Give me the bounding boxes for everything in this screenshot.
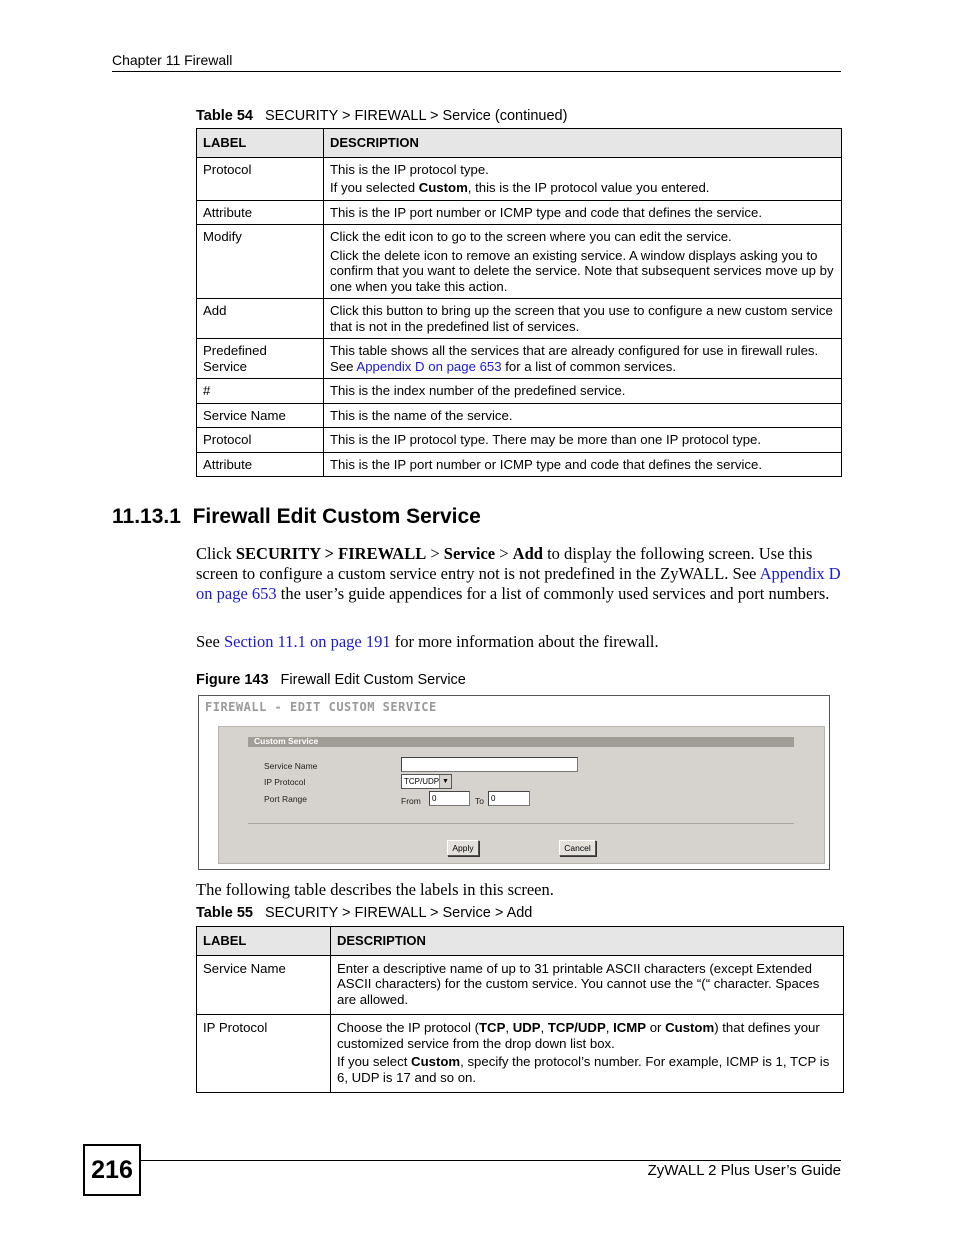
table54-col-label: LABEL	[197, 129, 324, 158]
table-row	[197, 200, 842, 225]
cancel-button[interactable]: Cancel	[559, 840, 596, 856]
figure-caption-text: Firewall Edit Custom Service	[280, 672, 466, 688]
port-from-input[interactable]: 0	[429, 791, 470, 806]
form-panel	[218, 726, 825, 864]
row-label: Modify	[197, 225, 324, 299]
table-row	[197, 1015, 844, 1093]
row-description: This is the index number of the predefined service.	[324, 379, 842, 404]
row-label: IP Protocol	[197, 1015, 331, 1093]
table54-header-row	[197, 129, 842, 158]
row-description: This is the name of the service.	[324, 403, 842, 428]
chevron-down-icon[interactable]: ▼	[439, 775, 451, 788]
row-description: This is the IP port number or ICMP type and code that defines the service.	[324, 200, 842, 225]
row-label: Attribute	[197, 452, 324, 477]
table-row	[197, 379, 842, 404]
table-row	[197, 955, 844, 1015]
figure-caption-number: Figure 143	[196, 672, 269, 688]
service-name-input[interactable]	[401, 757, 578, 772]
port-range-label: Port Range	[264, 794, 307, 804]
row-label: Attribute	[197, 200, 324, 225]
table-row	[197, 157, 842, 200]
table54	[196, 128, 842, 477]
table54-caption-number: Table 54	[196, 108, 253, 124]
row-description	[324, 225, 842, 299]
section-bar	[248, 737, 794, 747]
row-label: Add	[197, 299, 324, 339]
row-description: Enter a descriptive name of up to 31 printable ASCII characters (except Extended ASCII characters) for the custom service. You cannot use the “(“ character. Spaces are allowed.	[331, 955, 844, 1015]
description-text: Click the edit icon to go to the screen where you can edit the service.	[330, 229, 732, 244]
section-label: Custom Service	[254, 736, 319, 746]
description-text: If you selected Custom, this is the IP protocol value you entered.	[330, 180, 710, 195]
row-description: Click this button to bring up the screen that you use to configure a new custom service that is not in the predefined list of services.	[324, 299, 842, 339]
header-rule	[112, 71, 841, 72]
table54-col-description: DESCRIPTION	[324, 129, 842, 158]
ip-protocol-select[interactable]	[401, 774, 452, 789]
from-label: From	[401, 796, 421, 806]
table-row	[197, 428, 842, 453]
table55-col-label: LABEL	[197, 927, 331, 956]
table54-caption-text: SECURITY > FIREWALL > Service (continued)	[264, 108, 568, 124]
row-description	[331, 1015, 844, 1093]
row-label: Protocol	[197, 157, 324, 200]
row-label: Service Name	[197, 955, 331, 1015]
table-row	[197, 452, 842, 477]
service-name-label: Service Name	[264, 761, 318, 771]
row-description: This table shows all the services that are already configured for use in firewall rules. See Appendix D on page 653 for a list of common services.	[324, 339, 842, 379]
description-text: This is the IP protocol type.	[330, 161, 489, 177]
to-label: To	[475, 796, 484, 806]
table-intro-text: The following table describes the labels in this screen.	[196, 880, 554, 899]
table-row	[197, 299, 842, 339]
section-11-1-link[interactable]: Section 11.1 on page 191	[223, 632, 391, 651]
appendix-d-link[interactable]: Appendix D on page 653	[356, 358, 502, 374]
form-divider	[248, 823, 794, 824]
table55-caption-text: SECURITY > FIREWALL > Service > Add	[264, 905, 533, 921]
row-label: Protocol	[197, 428, 324, 453]
row-description	[324, 157, 842, 200]
description-text: Click the delete icon to remove an existing service. A window displays asking you to confirm that you want to delete the service. Note that subsequent services move up by one when you take this action.	[330, 247, 834, 294]
table55-caption	[196, 905, 532, 921]
row-label: Service Name	[197, 403, 324, 428]
row-description: This is the IP port number or ICMP type and code that defines the service.	[324, 452, 842, 477]
table55	[196, 926, 844, 1093]
description-text: If you select Custom, specify the protocol’s number. For example, ICMP is 1, TCP is 6, UDP is 17 and so on.	[337, 1054, 830, 1085]
table55-header-row	[197, 927, 844, 956]
page-number: 216	[83, 1144, 141, 1196]
intro-paragraph: Click SECURITY > FIREWALL > Service > Add to display the following screen. Use this screen to configure a custom service entry not is not predefined in the ZyWALL. See Appendix D on page 653 the user’s guide appendices for a list of commonly used services and port numbers.	[196, 544, 841, 603]
ip-protocol-selected: TCP/UDP	[404, 777, 440, 786]
appendix-d-link[interactable]: Appendix D on page 653	[196, 564, 841, 603]
description-text: Choose the IP protocol (TCP, UDP, TCP/UDP, ICMP or Custom) that defines your customized service from the drop down list box.	[337, 1020, 820, 1051]
apply-button[interactable]: Apply	[447, 840, 479, 856]
footer-rule	[141, 1160, 841, 1161]
table55-col-description: DESCRIPTION	[331, 927, 844, 956]
ip-protocol-label: IP Protocol	[264, 777, 306, 787]
port-to-input[interactable]: 0	[488, 791, 530, 806]
figure-screenshot	[198, 695, 830, 870]
table-row	[197, 339, 842, 379]
row-label: #	[197, 379, 324, 404]
section-title: 11.13.1 Firewall Edit Custom Service	[112, 505, 481, 528]
table-row	[197, 225, 842, 299]
figure-caption	[196, 672, 466, 688]
running-header: Chapter 11 Firewall	[112, 52, 233, 68]
row-description: This is the IP protocol type. There may be more than one IP protocol type.	[324, 428, 842, 453]
guide-title: ZyWALL 2 Plus User’s Guide	[647, 1162, 841, 1179]
table55-caption-number: Table 55	[196, 905, 253, 921]
see-also-paragraph: See Section 11.1 on page 191 for more information about the firewall.	[196, 632, 659, 651]
screen-title: FIREWALL - EDIT CUSTOM SERVICE	[205, 700, 437, 714]
table-row	[197, 403, 842, 428]
table54-caption	[196, 108, 567, 124]
row-label: Predefined Service	[197, 339, 324, 379]
